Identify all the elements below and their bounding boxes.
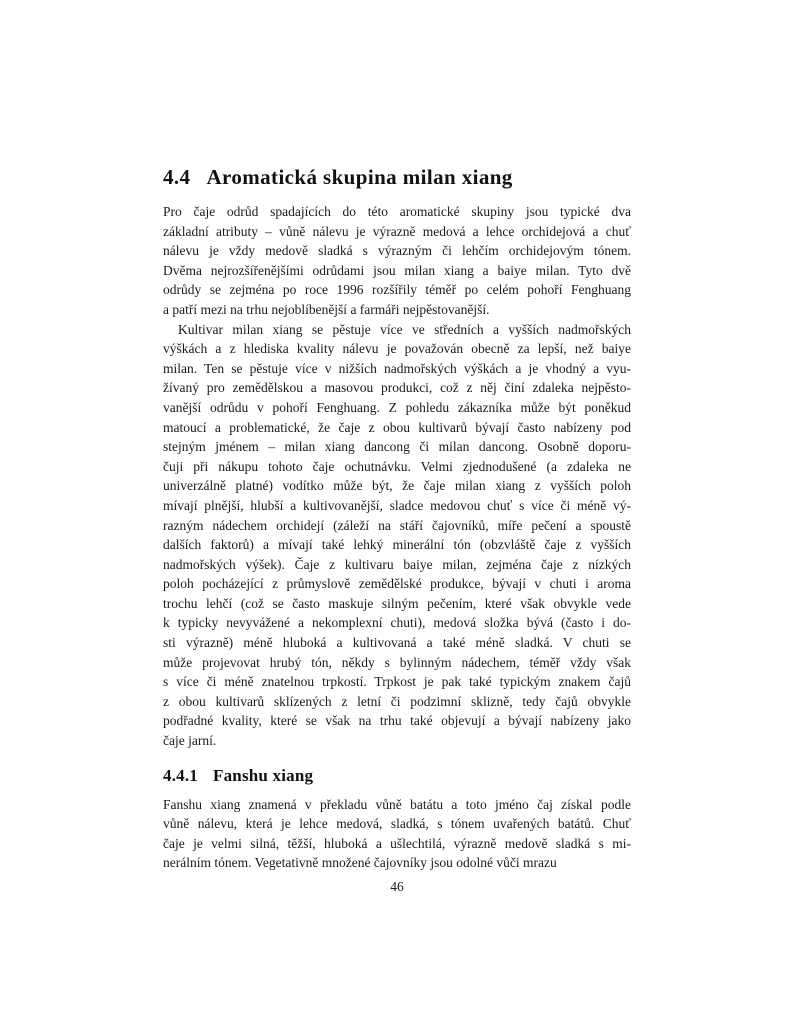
- section-number: 4.4: [163, 165, 191, 189]
- text-line: Fanshu xiang znamená v překladu vůně batátu a toto jméno čaj získal podle: [163, 796, 631, 812]
- text-column: [163, 164, 631, 873]
- text-line: může projevovat hrubý tón, někdy s bylinným nádechem, téměř vždy však: [163, 654, 631, 670]
- text-line: mívají plnější, hlubší a kultivovanější, sladce medovou chuť s více či méně vý-: [163, 497, 631, 513]
- text-line: k typicky nevyvážené a nekomplexní chuti), medová složka bývá (často i do-: [163, 615, 631, 631]
- section-heading: [163, 164, 631, 190]
- paragraph-3: [163, 795, 631, 873]
- text-line: Dvěma nejrozšířenějšími odrůdami jsou milan xiang a baiye milan. Tyto dvě: [163, 262, 631, 278]
- text-line: podřadné kvality, které se však na trhu také objevují a bývají nabízeny jako: [163, 713, 631, 729]
- text-line: žívaný pro zemědělskou a masovou produkci, což z něj činí zdaleka nejpěsto-: [163, 380, 631, 396]
- text-line: trochu lehčí (což se často maskuje silným pečením, které však obvykle vede: [163, 595, 631, 611]
- text-line: matoucí a problematické, že čaje z obou kultivarů bývají často nabízeny pod: [163, 419, 631, 435]
- text-line: sti výrazně) méně hluboká a kultivovaná a také méně sladká. V chuti se: [163, 635, 631, 651]
- text-line: nadmořských výšek). Čaje z kultivaru baiye milan, zejména čaje z nízkých: [163, 556, 631, 572]
- text-line: dalších faktorů) a mívají také lehký minerální tón (obzvláště čaje z vyšších: [163, 537, 631, 553]
- section-title: Aromatická skupina milan xiang: [206, 165, 513, 189]
- subsection-title: Fanshu xiang: [213, 765, 314, 785]
- text-line: základní atributy – vůně nálevu je výrazně medová a lehce orchidejová a chuť: [163, 223, 631, 239]
- paragraph-2: [163, 320, 631, 751]
- text-line: milan. Ten se pěstuje více v nižších nadmořských výškách a je vhodný a vyu-: [163, 360, 631, 376]
- text-line: nálevu je vždy medově sladká s výrazným či lehčím orchidejovým tónem.: [163, 243, 631, 259]
- text-line: univerzálně platné) vodítko může být, že čaje milan xiang z vyšších poloh: [163, 478, 631, 494]
- text-line: vůně nálevu, která je lehce medová, sladká, s tónem uvařených batátů. Chuť: [163, 816, 631, 832]
- text-line: čaje je velmi silná, těžší, hluboká a ušlechtilá, výrazně medově sladká s mi-: [163, 835, 631, 851]
- text-line: výškách a z hlediska kvality nálevu je považován obecně za lepší, než baiye: [163, 341, 631, 357]
- text-line: s více či méně znatelnou trpkostí. Trpkost je pak také typickým znakem čajů: [163, 674, 631, 690]
- text-line: Pro čaje odrůd spadajících do této aromatické skupiny jsou typické dva: [163, 204, 631, 219]
- text-line: z obou kultivarů sklízených z letní či podzimní sklizně, tedy čajů obvykle: [163, 693, 631, 709]
- text-line: nerálním tónem. Vegetativně množené čajovníky jsou odolné vůči mrazu: [163, 855, 557, 871]
- subsection-heading: [163, 765, 631, 786]
- text-line: čuji při nákupu tohoto čaje ochutnávku. Velmi zjednodušené (a zdaleka ne: [163, 458, 631, 474]
- text-line: vanější odrůdu v pohoří Fenghuang. Z pohledu zákazníka může být poněkud: [163, 399, 631, 415]
- paragraph-1: [163, 202, 631, 320]
- text-line: čaje jarní.: [163, 733, 217, 749]
- text-line: a patří mezi na trhu nejoblíbenější a farmáři nejpěstovanější.: [163, 301, 490, 317]
- text-line: odrůdy se zejména po roce 1996 rozšířily téměř po celém pohoří Fenghuang: [163, 282, 631, 298]
- text-line: stejným jménem – milan xiang dancong či milan dancong. Osobně doporu-: [163, 439, 631, 455]
- text-line: poloh pocházející z průmyslově zemědělské produkce, bývají v chuti i aroma: [163, 576, 631, 592]
- text-line: razným nádechem orchidejí (záleží na stáří čajovníků, míře pečení a spoustě: [163, 517, 631, 533]
- page-number: 46: [390, 879, 404, 894]
- text-line: Kultivar milan xiang se pěstuje více ve středních a vyšších nadmořských: [178, 321, 631, 337]
- subsection-number: 4.4.1: [163, 765, 198, 785]
